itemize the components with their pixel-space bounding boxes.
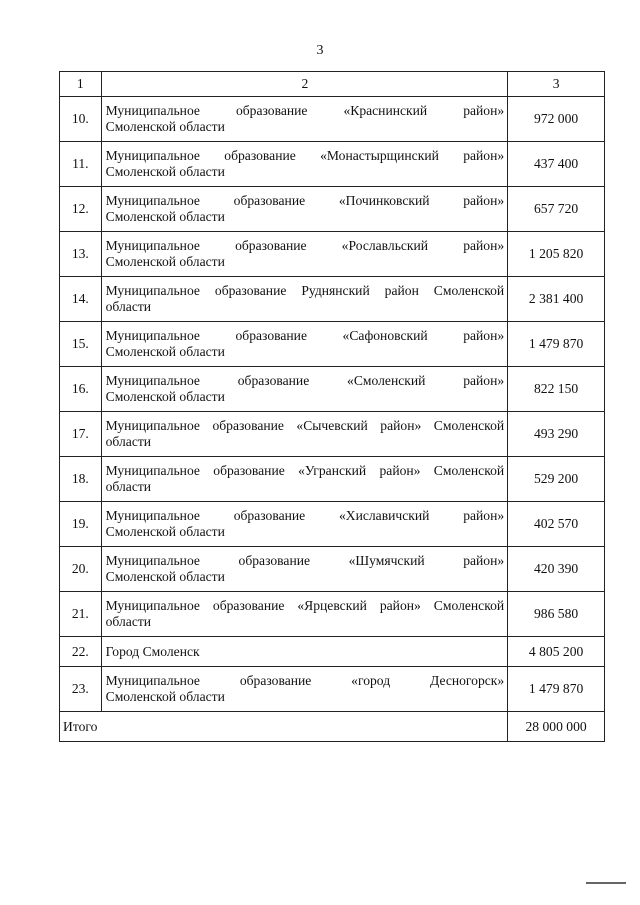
municipality-line-2: области [105, 434, 152, 449]
municipality-line-2: области [105, 479, 152, 494]
municipality-line-2: Смоленской области [105, 254, 225, 269]
footer-mark [586, 882, 626, 884]
municipality-line-2: Смоленской области [105, 344, 225, 359]
table-row [60, 592, 605, 637]
header-col-3: 3 [508, 72, 605, 97]
row-municipality [101, 637, 508, 667]
row-municipality [101, 187, 508, 232]
row-municipality [101, 547, 508, 592]
row-number: 21. [60, 592, 102, 637]
total-amount: 28 000 000 [508, 712, 605, 742]
municipality-line-2: области [105, 614, 152, 629]
table-row [60, 322, 605, 367]
municipality-line-2: Смоленской области [105, 389, 225, 404]
municipality-line-1: Муниципальное образование «Монастырщинский район» [105, 148, 505, 163]
row-amount: 420 390 [508, 547, 605, 592]
row-municipality [101, 97, 508, 142]
header-col-1: 1 [60, 72, 102, 97]
municipality-line-1: Город Смоленск [105, 643, 200, 659]
row-municipality [101, 232, 508, 277]
municipality-line-1: Муниципальное образование «Шумячский район» [105, 553, 505, 568]
row-municipality [101, 142, 508, 187]
row-number: 14. [60, 277, 102, 322]
municipality-line-1: Муниципальное образование «Сафоновский район» [105, 328, 505, 343]
table-row [60, 457, 605, 502]
table-row [60, 232, 605, 277]
municipality-line-1: Муниципальное образование «Хиславичский район» [105, 508, 505, 523]
table-row [60, 277, 605, 322]
municipality-line-2: Смоленской области [105, 524, 225, 539]
row-amount: 529 200 [508, 457, 605, 502]
row-amount: 437 400 [508, 142, 605, 187]
row-municipality [101, 412, 508, 457]
page-number: 3 [316, 43, 324, 58]
table-row [60, 547, 605, 592]
table-row [60, 142, 605, 187]
row-amount: 657 720 [508, 187, 605, 232]
row-amount: 1 479 870 [508, 667, 605, 712]
row-amount: 4 805 200 [508, 637, 605, 667]
row-municipality [101, 502, 508, 547]
header-col-2: 2 [101, 72, 508, 97]
row-amount: 493 290 [508, 412, 605, 457]
municipality-line-1: Муниципальное образование «Угранский район» Смоленской [105, 463, 505, 478]
row-number: 16. [60, 367, 102, 412]
row-amount: 986 580 [508, 592, 605, 637]
row-number: 10. [60, 97, 102, 142]
table-row [60, 502, 605, 547]
municipality-line-2: Смоленской области [105, 569, 225, 584]
table-row [60, 637, 605, 667]
municipality-line-1: Муниципальное образование «Краснинский район» [105, 103, 505, 118]
row-number: 11. [60, 142, 102, 187]
table-row [60, 187, 605, 232]
municipality-line-1: Муниципальное образование «город Десногорск» [105, 673, 505, 688]
row-amount: 2 381 400 [508, 277, 605, 322]
row-number: 18. [60, 457, 102, 502]
row-number: 12. [60, 187, 102, 232]
row-amount: 972 000 [508, 97, 605, 142]
table-row [60, 97, 605, 142]
allocation-table [59, 71, 605, 742]
row-number: 19. [60, 502, 102, 547]
municipality-line-1: Муниципальное образование «Сычевский район» Смоленской [105, 418, 505, 433]
municipality-line-1: Муниципальное образование Руднянский район Смоленской [105, 283, 505, 298]
row-municipality [101, 457, 508, 502]
row-amount: 402 570 [508, 502, 605, 547]
municipality-line-2: Смоленской области [105, 689, 225, 704]
row-number: 23. [60, 667, 102, 712]
table-row [60, 667, 605, 712]
municipality-line-2: области [105, 299, 152, 314]
municipality-line-1: Муниципальное образование «Рославльский район» [105, 238, 505, 253]
table-row [60, 412, 605, 457]
row-number: 20. [60, 547, 102, 592]
municipality-line-2: Смоленской области [105, 164, 225, 179]
municipality-line-1: Муниципальное образование «Ярцевский район» Смоленской [105, 598, 505, 613]
row-municipality [101, 592, 508, 637]
total-row [60, 712, 605, 742]
row-number: 17. [60, 412, 102, 457]
row-number: 22. [60, 637, 102, 667]
row-municipality [101, 367, 508, 412]
municipality-line-1: Муниципальное образование «Починковский район» [105, 193, 505, 208]
row-municipality [101, 667, 508, 712]
municipality-line-2: Смоленской области [105, 119, 225, 134]
row-amount: 1 205 820 [508, 232, 605, 277]
row-municipality [101, 322, 508, 367]
row-number: 15. [60, 322, 102, 367]
row-amount: 822 150 [508, 367, 605, 412]
municipality-line-1: Муниципальное образование «Смоленский район» [105, 373, 505, 388]
table-row [60, 367, 605, 412]
total-label: Итого [60, 712, 508, 742]
row-municipality [101, 277, 508, 322]
table-header-row [60, 72, 605, 97]
row-number: 13. [60, 232, 102, 277]
row-amount: 1 479 870 [508, 322, 605, 367]
municipality-line-2: Смоленской области [105, 209, 225, 224]
